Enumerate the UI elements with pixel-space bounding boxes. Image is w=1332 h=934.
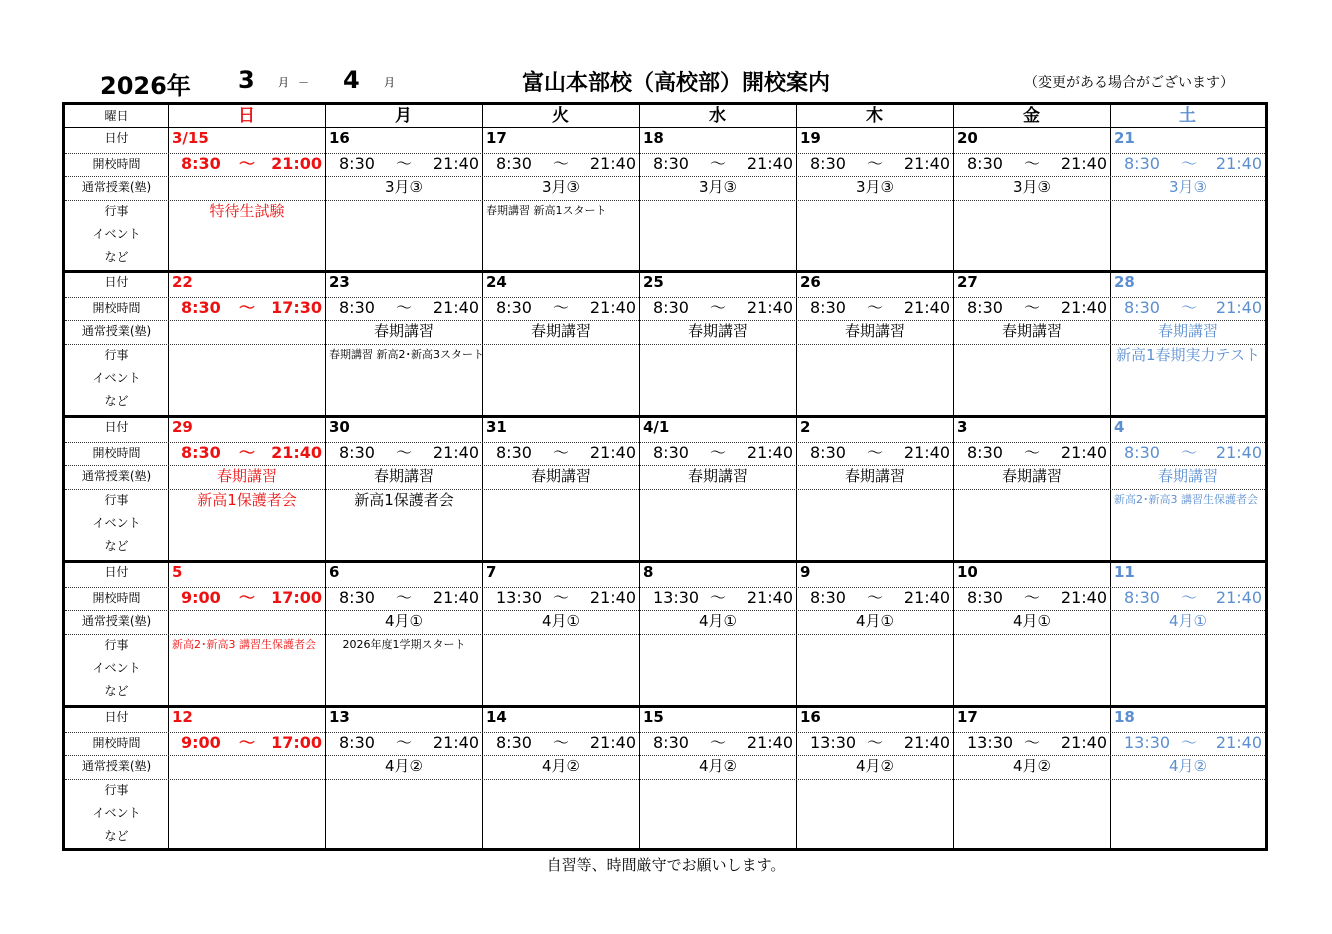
time-separator: ～: [553, 588, 570, 607]
close-time: 21:40: [903, 298, 950, 317]
time-separator: ～: [867, 154, 884, 173]
day-date: 17: [486, 129, 507, 147]
time-separator: ～: [1024, 443, 1041, 462]
row-label-hours: 開校時間: [92, 301, 141, 315]
time-separator: ～: [1181, 588, 1198, 607]
time-separator: ～: [867, 733, 884, 752]
open-time: 8:30: [496, 733, 532, 752]
event-text: 春期講習 新高2･新高3スタート: [329, 348, 484, 361]
open-time: 8:30: [1124, 588, 1160, 607]
event-text: [169, 344, 325, 367]
day-date: 6: [329, 563, 340, 581]
time-separator: ～: [1024, 588, 1041, 607]
close-time: 21:40: [271, 443, 322, 462]
row-label-date: 日付: [104, 420, 129, 434]
open-time: 8:30: [496, 298, 532, 317]
time-separator: ～: [867, 588, 884, 607]
time-separator: ～: [710, 443, 727, 462]
row-label-hours: 開校時間: [92, 736, 141, 750]
opening-hours: [326, 732, 482, 755]
regular-class: 春期講習: [1157, 467, 1218, 485]
open-time: 8:30: [967, 588, 1003, 607]
regular-class: 4月②: [1013, 757, 1051, 775]
event-text: 春期講習 新高1スタート: [486, 204, 607, 217]
opening-hours: [797, 732, 953, 755]
open-time: 8:30: [967, 154, 1003, 173]
day-date: 4: [1114, 418, 1125, 436]
row-label-event2: イベント: [92, 227, 141, 241]
open-time: 8:30: [1124, 443, 1160, 462]
opening-hours: [483, 587, 639, 610]
opening-hours: [640, 297, 796, 320]
day-date: 11: [1114, 563, 1135, 581]
regular-class: 3月③: [385, 178, 423, 196]
close-time: 21:40: [1215, 298, 1262, 317]
row-label-regular: 通常授業(塾): [81, 614, 152, 628]
close-time: 21:40: [1215, 154, 1262, 173]
open-time: 8:30: [653, 298, 689, 317]
time-separator: ～: [1024, 298, 1041, 317]
open-time: 13:30: [967, 733, 1014, 752]
header-year: 2026年: [100, 72, 191, 100]
opening-hours: [797, 442, 953, 465]
opening-hours: [1111, 732, 1265, 755]
time-separator: ～: [553, 154, 570, 173]
row-label-event1: 行事: [104, 493, 129, 507]
day-date: 17: [957, 708, 978, 726]
time-separator: ～: [239, 588, 256, 607]
close-time: 21:40: [589, 588, 636, 607]
weekday-header: 日: [238, 106, 255, 126]
time-separator: ～: [553, 298, 570, 317]
opening-hours: [483, 153, 639, 176]
opening-hours: [169, 587, 325, 610]
calendar-header: [62, 62, 1268, 102]
weekday-header: 金: [1023, 106, 1040, 126]
opening-hours: [640, 153, 796, 176]
day-date: 19: [800, 129, 821, 147]
row-label-regular: 通常授業(塾): [81, 180, 152, 194]
time-separator: ～: [867, 298, 884, 317]
header-month-start: 3: [238, 66, 255, 94]
row-label-hours: 開校時間: [92, 157, 141, 171]
day-date: 15: [643, 708, 664, 726]
row-label-event3: など: [104, 250, 129, 264]
opening-hours: [954, 732, 1110, 755]
time-separator: ～: [1181, 298, 1198, 317]
open-time: 8:30: [496, 154, 532, 173]
weekday-header: 水: [709, 106, 726, 126]
footer-note: 自習等、時間厳守でお願いします。: [546, 856, 786, 874]
close-time: 21:40: [432, 154, 479, 173]
open-time: 8:30: [810, 298, 846, 317]
regular-class: 春期講習: [687, 467, 748, 485]
regular-class: 4月①: [1013, 612, 1051, 630]
change-note: （変更がある場合がございます）: [1024, 75, 1234, 91]
open-time: 8:30: [967, 298, 1003, 317]
open-time: 8:30: [181, 154, 221, 173]
event-text: [954, 200, 1110, 223]
close-time: 21:40: [746, 298, 793, 317]
close-time: 21:40: [1060, 298, 1107, 317]
header-month-mark: 月: [278, 76, 289, 89]
day-date: 27: [957, 273, 978, 291]
open-time: 8:30: [1124, 298, 1160, 317]
time-separator: ～: [867, 443, 884, 462]
row-label-event1: 行事: [104, 638, 129, 652]
time-separator: ～: [710, 154, 727, 173]
time-separator: ～: [710, 298, 727, 317]
event-text: 新高2･新高3 講習生保護者会: [1114, 493, 1258, 506]
event-text: [1111, 200, 1265, 223]
regular-class: 4月②: [856, 757, 894, 775]
close-time: 17:30: [271, 298, 322, 317]
weekday-header: 木: [866, 106, 883, 126]
day-date: 25: [643, 273, 664, 291]
day-date: 16: [329, 129, 350, 147]
close-time: 21:40: [589, 298, 636, 317]
close-time: 21:40: [903, 588, 950, 607]
close-time: 21:40: [1215, 588, 1262, 607]
close-time: 21:40: [746, 733, 793, 752]
day-date: 4/1: [643, 418, 670, 436]
close-time: 21:40: [589, 733, 636, 752]
opening-hours: [954, 153, 1110, 176]
close-time: 21:40: [432, 733, 479, 752]
day-date: 31: [486, 418, 507, 436]
event-text: [640, 344, 796, 367]
regular-class: 春期講習: [1157, 322, 1218, 340]
day-date: 2: [800, 418, 811, 436]
time-separator: ～: [1024, 733, 1041, 752]
regular-class: 4月①: [1169, 612, 1207, 630]
open-time: 13:30: [653, 588, 700, 607]
close-time: 21:40: [589, 443, 636, 462]
day-date: 12: [172, 708, 193, 726]
close-time: 21:40: [746, 588, 793, 607]
row-label-event3: など: [104, 394, 129, 408]
row-label-date: 日付: [104, 131, 129, 145]
weekday-header: 火: [552, 106, 569, 126]
close-time: 21:40: [1215, 443, 1262, 462]
event-text: [483, 779, 639, 802]
day-date: 10: [957, 563, 978, 581]
calendar-table: [62, 102, 1268, 851]
time-separator: ～: [239, 443, 256, 462]
time-separator: ～: [396, 154, 413, 173]
day-date: 16: [800, 708, 821, 726]
event-text: 新高2･新高3 講習生保護者会: [172, 638, 316, 651]
open-time: 8:30: [653, 154, 689, 173]
regular-class: 3月③: [542, 178, 580, 196]
open-time: 8:30: [339, 588, 375, 607]
event-text: [483, 489, 639, 512]
time-separator: ～: [396, 443, 413, 462]
close-time: 21:40: [1060, 588, 1107, 607]
day-date: 14: [486, 708, 507, 726]
event-text: [797, 634, 953, 657]
day-date: 24: [486, 273, 507, 291]
day-date: 26: [800, 273, 821, 291]
event-text: [483, 344, 639, 367]
close-time: 21:40: [903, 733, 950, 752]
regular-class: 4月②: [699, 757, 737, 775]
header-dash: －: [298, 76, 309, 89]
day-date: 30: [329, 418, 350, 436]
regular-class: 4月①: [542, 612, 580, 630]
row-label-event1: 行事: [104, 783, 129, 797]
row-label-event2: イベント: [92, 516, 141, 530]
event-text: 2026年度1学期スタート: [342, 638, 466, 651]
close-time: 17:00: [271, 588, 322, 607]
time-separator: ～: [239, 154, 256, 173]
day-date: 28: [1114, 273, 1135, 291]
event-text: [954, 344, 1110, 367]
event-text: [483, 634, 639, 657]
open-time: 9:00: [181, 588, 221, 607]
time-separator: ～: [396, 733, 413, 752]
row-label-event3: など: [104, 539, 129, 553]
close-time: 21:40: [432, 443, 479, 462]
opening-hours: [326, 297, 482, 320]
day-date: 7: [486, 563, 497, 581]
close-time: 21:40: [432, 588, 479, 607]
regular-class: [169, 320, 325, 344]
open-time: 8:30: [339, 443, 375, 462]
opening-hours: [1111, 153, 1265, 176]
day-date: 20: [957, 129, 978, 147]
open-time: 8:30: [339, 298, 375, 317]
open-time: 8:30: [181, 443, 221, 462]
opening-hours: [326, 442, 482, 465]
regular-class: 4月②: [542, 757, 580, 775]
event-text: [797, 779, 953, 802]
row-label-event3: など: [104, 684, 129, 698]
open-time: 9:00: [181, 733, 221, 752]
day-date: 3: [957, 418, 968, 436]
time-separator: ～: [239, 298, 256, 317]
regular-class: 春期講習: [1001, 322, 1062, 340]
row-label-hours: 開校時間: [92, 591, 141, 605]
day-date: 13: [329, 708, 350, 726]
day-date: 21: [1114, 129, 1135, 147]
opening-hours: [1111, 587, 1265, 610]
event-text: [169, 779, 325, 802]
close-time: 21:40: [432, 298, 479, 317]
row-label-event1: 行事: [104, 204, 129, 218]
open-time: 8:30: [339, 154, 375, 173]
close-time: 21:40: [746, 154, 793, 173]
close-time: 21:40: [746, 443, 793, 462]
close-time: 21:40: [1215, 733, 1262, 752]
opening-hours: [169, 442, 325, 465]
event-text: [640, 489, 796, 512]
opening-hours: [1111, 442, 1265, 465]
time-separator: ～: [396, 298, 413, 317]
close-time: 21:40: [903, 443, 950, 462]
open-time: 13:30: [496, 588, 543, 607]
opening-hours: [954, 442, 1110, 465]
day-date: 18: [643, 129, 664, 147]
regular-class: 3月③: [699, 178, 737, 196]
event-text: [1111, 634, 1265, 657]
regular-class: [169, 176, 325, 200]
row-label-date: 日付: [104, 710, 129, 724]
time-separator: ～: [1181, 733, 1198, 752]
regular-class: 春期講習: [1001, 467, 1062, 485]
regular-class: 3月③: [856, 178, 894, 196]
row-label-event3: など: [104, 829, 129, 843]
header-month-end: 4: [343, 66, 360, 94]
open-time: 8:30: [810, 154, 846, 173]
regular-class: 4月②: [1169, 757, 1207, 775]
event-text: [640, 634, 796, 657]
open-time: 8:30: [496, 443, 532, 462]
regular-class: 春期講習: [373, 467, 434, 485]
event-text: 特待生試験: [209, 202, 285, 220]
opening-hours: [169, 297, 325, 320]
event-text: [954, 489, 1110, 512]
row-label-regular: 通常授業(塾): [81, 759, 152, 773]
event-text: [640, 200, 796, 223]
event-text: 新高1春期実力テスト: [1116, 346, 1260, 364]
event-text: 新高1保護者会: [197, 491, 297, 509]
opening-hours: [326, 587, 482, 610]
event-text: [797, 489, 953, 512]
opening-hours: [483, 732, 639, 755]
event-text: [797, 344, 953, 367]
event-text: 新高1保護者会: [354, 491, 454, 509]
time-separator: ～: [553, 443, 570, 462]
open-time: 8:30: [653, 443, 689, 462]
opening-hours: [169, 732, 325, 755]
opening-hours: [954, 297, 1110, 320]
day-date: 18: [1114, 708, 1135, 726]
time-separator: ～: [1181, 443, 1198, 462]
regular-class: [169, 610, 325, 634]
row-label-regular: 通常授業(塾): [81, 469, 152, 483]
day-date: 22: [172, 273, 193, 291]
page-title: 富山本部校（高校部）開校案内: [522, 71, 831, 96]
open-time: 8:30: [339, 733, 375, 752]
day-date: 23: [329, 273, 350, 291]
close-time: 21:40: [1060, 733, 1107, 752]
event-text: [1111, 779, 1265, 802]
close-time: 21:40: [1060, 154, 1107, 173]
event-text: [954, 779, 1110, 802]
time-separator: ～: [710, 588, 727, 607]
regular-class: 春期講習: [530, 467, 591, 485]
opening-hours: [640, 587, 796, 610]
weekday-header-label: 曜日: [104, 109, 129, 123]
opening-hours: [1111, 297, 1265, 320]
close-time: 21:40: [589, 154, 636, 173]
regular-class: 春期講習: [844, 322, 905, 340]
regular-class: 春期講習: [687, 322, 748, 340]
time-separator: ～: [1181, 154, 1198, 173]
open-time: 13:30: [1124, 733, 1171, 752]
day-date: 9: [800, 563, 811, 581]
time-separator: ～: [710, 733, 727, 752]
opening-hours: [954, 587, 1110, 610]
opening-hours: [483, 442, 639, 465]
opening-hours: [169, 153, 325, 176]
regular-class: 春期講習: [844, 467, 905, 485]
open-time: 8:30: [810, 588, 846, 607]
time-separator: ～: [239, 733, 256, 752]
close-time: 21:40: [1060, 443, 1107, 462]
weekday-header: 土: [1179, 106, 1196, 126]
regular-class: 春期講習: [216, 467, 277, 485]
day-date: 5: [172, 563, 183, 581]
regular-class: 春期講習: [373, 322, 434, 340]
opening-hours: [640, 732, 796, 755]
day-date: 8: [643, 563, 654, 581]
opening-hours: [640, 442, 796, 465]
opening-hours: [483, 297, 639, 320]
day-date: 29: [172, 418, 193, 436]
time-separator: ～: [396, 588, 413, 607]
open-time: 13:30: [810, 733, 857, 752]
header-month-mark: 月: [384, 76, 395, 89]
regular-class: 4月①: [856, 612, 894, 630]
day-date: 3/15: [172, 129, 209, 147]
open-time: 8:30: [181, 298, 221, 317]
row-label-hours: 開校時間: [92, 446, 141, 460]
weekday-header: 月: [395, 106, 412, 126]
open-time: 8:30: [653, 733, 689, 752]
regular-class: 4月②: [385, 757, 423, 775]
time-separator: ～: [553, 733, 570, 752]
event-text: [954, 634, 1110, 657]
row-label-event1: 行事: [104, 348, 129, 362]
event-text: [640, 779, 796, 802]
row-label-event2: イベント: [92, 661, 141, 675]
event-text: [326, 200, 482, 223]
time-separator: ～: [1024, 154, 1041, 173]
opening-hours: [326, 153, 482, 176]
row-label-event2: イベント: [92, 806, 141, 820]
regular-class: 4月①: [385, 612, 423, 630]
close-time: 21:00: [271, 154, 322, 173]
close-time: 21:40: [903, 154, 950, 173]
regular-class: 3月③: [1013, 178, 1051, 196]
regular-class: [169, 755, 325, 779]
open-time: 8:30: [810, 443, 846, 462]
event-text: [326, 779, 482, 802]
regular-class: 3月③: [1169, 178, 1207, 196]
open-time: 8:30: [1124, 154, 1160, 173]
row-label-date: 日付: [104, 275, 129, 289]
open-time: 8:30: [967, 443, 1003, 462]
row-label-event2: イベント: [92, 371, 141, 385]
event-text: [797, 200, 953, 223]
opening-hours: [797, 297, 953, 320]
opening-hours: [797, 587, 953, 610]
regular-class: 春期講習: [530, 322, 591, 340]
regular-class: 4月①: [699, 612, 737, 630]
row-label-regular: 通常授業(塾): [81, 324, 152, 338]
close-time: 17:00: [271, 733, 322, 752]
row-label-date: 日付: [104, 565, 129, 579]
opening-hours: [797, 153, 953, 176]
